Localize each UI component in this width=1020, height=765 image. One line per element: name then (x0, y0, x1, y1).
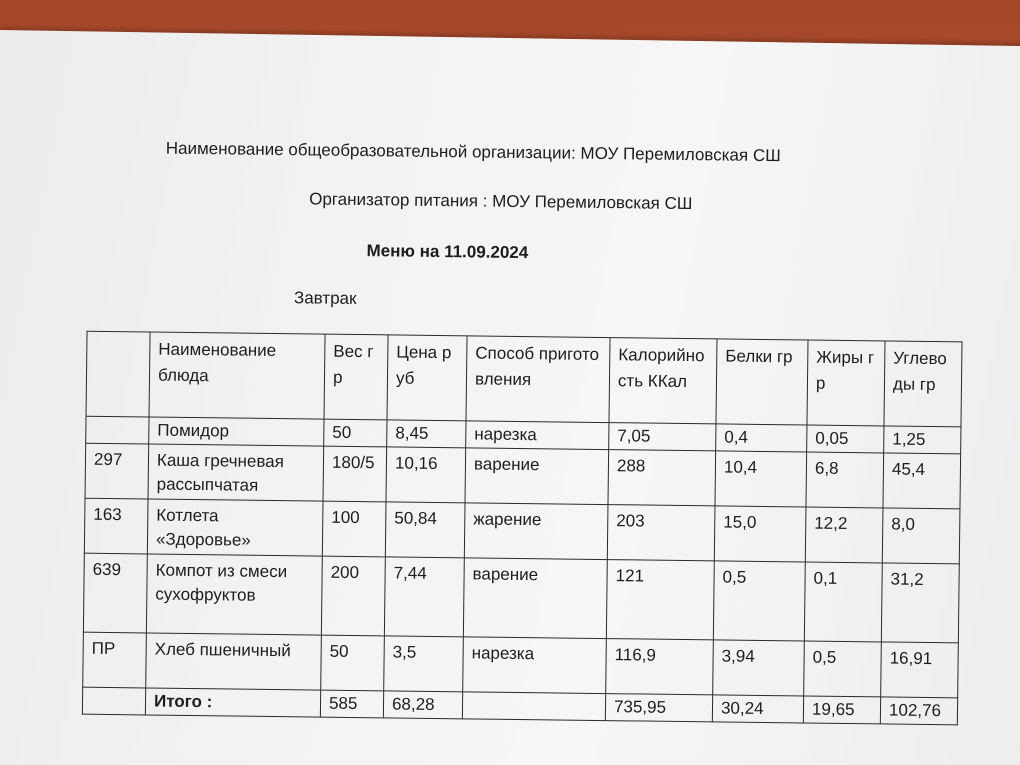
cell-dish: Помидор (149, 417, 324, 446)
cell-carbs: 16,91 (881, 642, 959, 698)
cell-weight: 180/5 (323, 446, 387, 502)
cell-weight: 50 (321, 635, 385, 691)
header-cell-dish: Наименование блюда (149, 332, 325, 419)
cell-weight: 50 (324, 419, 387, 447)
cell-fat: 12,2 (805, 507, 883, 563)
cell-dish: Хлеб пшеничный (146, 633, 322, 690)
cell-calories: 116,9 (606, 639, 714, 695)
cell-code: 163 (84, 498, 148, 554)
cell-price: 8,45 (387, 420, 466, 448)
total-calories: 735,95 (605, 694, 712, 722)
header-cell-weight: Вес гр (324, 334, 388, 420)
meal-label: Завтрак (293, 288, 357, 308)
cell-method: варение (463, 558, 607, 639)
cell-price: 7,44 (384, 557, 464, 637)
cell-fat: 0,05 (807, 425, 884, 453)
cell-code: 639 (83, 553, 147, 633)
cell-price: 3,5 (384, 636, 464, 692)
total-weight: 585 (320, 690, 383, 718)
cell-carbs: 31,2 (881, 563, 959, 643)
cell-protein: 0,4 (716, 424, 807, 452)
cell-dish: Котлета «Здоровье» (147, 499, 323, 556)
cell-dish: Компот из смеси сухофруктов (146, 554, 322, 635)
cell-protein: 15,0 (714, 506, 806, 562)
cell-dish: Каша гречневая рассыпчатая (148, 444, 324, 501)
header-cell-method: Способ приготовления (466, 336, 610, 423)
header-cell-carbs: Углеводы гр (884, 341, 962, 427)
cell-carbs: 1,25 (884, 426, 961, 454)
total-carbs: 102,76 (880, 697, 957, 725)
cell-protein: 0,5 (713, 561, 805, 641)
header-cell-fat: Жиры гр (807, 340, 885, 426)
header-cell-calories: Калорийность ККал (609, 338, 717, 424)
cell-method: жарение (464, 503, 608, 560)
cell-code (86, 416, 149, 444)
cell-calories: 7,05 (609, 423, 716, 451)
menu-title: Меню на 11.09.2024 (366, 241, 529, 263)
cell-calories: 288 (608, 450, 716, 506)
cell-fat: 6,8 (806, 452, 884, 508)
cell-price: 50,84 (385, 502, 465, 558)
total-protein: 30,24 (712, 695, 803, 723)
table-header-row (86, 331, 962, 427)
cell-calories: 121 (606, 560, 714, 640)
header-cell-protein: Белки гр (716, 339, 808, 425)
header-cell-price: Цена руб (387, 335, 467, 421)
cell-method: нарезка (466, 421, 609, 450)
total-price: 68,28 (383, 691, 462, 719)
total-cell-code (82, 687, 145, 715)
menu-table (82, 331, 963, 726)
cell-protein: 3,94 (713, 640, 805, 696)
cell-method: нарезка (463, 637, 607, 694)
total-method (462, 692, 605, 721)
header-cell-code (86, 331, 150, 417)
table-row (83, 553, 959, 643)
cell-fat: 0,1 (804, 562, 882, 642)
cell-calories: 203 (607, 505, 715, 561)
organizer-heading: Организатор питания : МОУ Перемиловская СШ (309, 189, 693, 214)
cell-protein: 10,4 (715, 451, 807, 507)
cell-price: 10,16 (386, 447, 466, 503)
cell-code: 297 (85, 443, 149, 499)
cell-method: варение (465, 448, 609, 505)
cell-fat: 0,5 (804, 641, 882, 697)
cell-carbs: 45,4 (883, 453, 961, 509)
cell-weight: 100 (322, 501, 386, 557)
total-fat: 19,65 (803, 696, 880, 724)
total-label: Итого : (145, 688, 320, 717)
cell-code: ПР (83, 632, 147, 688)
organization-heading: Наименование общеобразовательной организации: МОУ Перемиловская СШ (165, 138, 781, 166)
cell-weight: 200 (321, 556, 385, 636)
cell-carbs: 8,0 (882, 508, 960, 564)
